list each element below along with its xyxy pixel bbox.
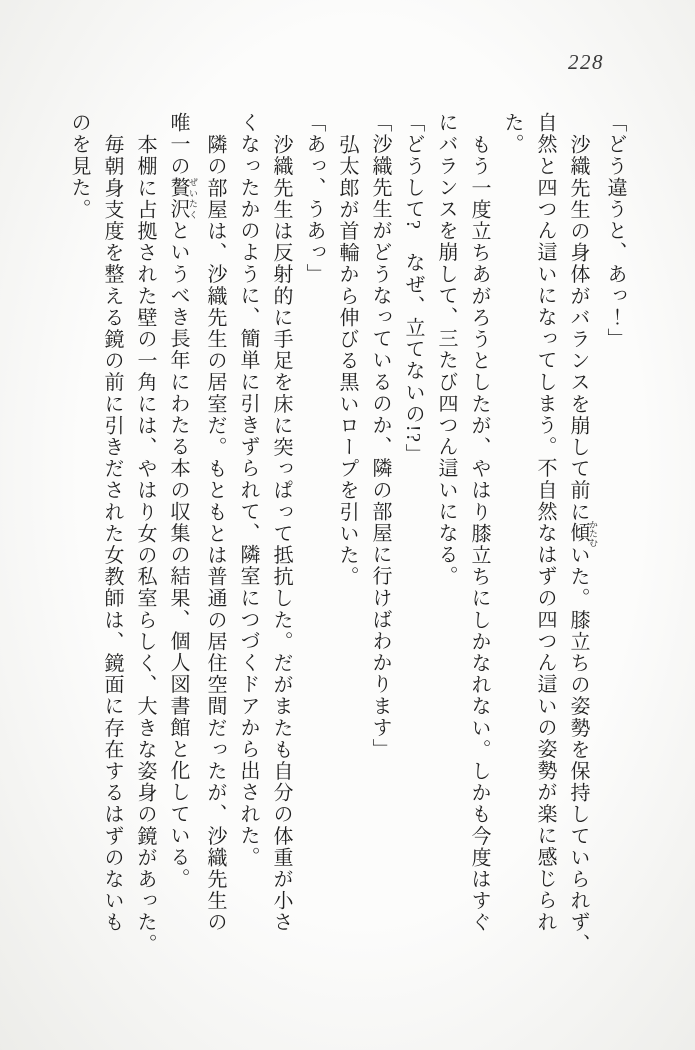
- text-line: 沙織先生は反射的に手足を床に突っぱって抵抗した。だがまたも自分の体重が小さ: [270, 133, 292, 933]
- text-line: にバランスを崩して、三たび四つん這いになる。: [435, 112, 457, 588]
- text-line: もう一度立ちあがろうとしたが、やはり膝立ちにしかなれない。しかも今度はすぐ: [468, 133, 490, 933]
- furigana-text: ぜいたく: [188, 176, 198, 220]
- furigana-ruby: 傾 かたむ: [567, 519, 598, 547]
- text-line: 「どう違うと、あっ！」: [604, 112, 626, 350]
- text-line: 弘太郎が首輪から伸びる黒いロープを引いた。: [336, 133, 358, 588]
- text-line: 隣の部屋は、沙織先生の居室だ。もともとは普通の居住空間だったが、沙織先生の: [204, 133, 226, 933]
- text-line: 「どうして? なぜ、立てないの!?」: [402, 112, 424, 466]
- furigana-text: かたむ: [588, 519, 598, 547]
- text-line: くなったかのように、簡単に引きずられて、隣室につづくドアから出された。: [237, 112, 259, 868]
- text-line: た。: [501, 112, 523, 156]
- text-line: 唯一の贅沢 ぜいたくというべき長年にわたる本の収集の結果、個人図書館と化している。: [167, 112, 198, 890]
- page-number: 228: [568, 50, 604, 74]
- text-line: 「沙織先生がどうなっているのか、隣の部屋に行けばわかります」: [369, 112, 391, 760]
- vertical-text-block: [62, 112, 631, 960]
- text-line: 本棚に占拠された壁の一角には、やはり女の私室らしく、大きな姿身の鏡があった。: [134, 133, 156, 955]
- text-line: 自然と四つん這いになってしまう。不自然なはずの四つん這いの姿勢が楽に感じられ: [534, 112, 556, 933]
- text-line: 沙織先生の身体がバランスを崩して前に傾 かたむいた。膝立ちの姿勢を保持していられず、: [567, 133, 598, 955]
- text-line: 毎朝身支度を整える鏡の前に引きだされた女教師は、鏡面に存在するはずのないも: [101, 133, 123, 933]
- furigana-ruby: 贅沢 ぜいたく: [167, 176, 198, 221]
- text-line: のを見た。: [68, 112, 90, 220]
- text-line: 「あっ、うあっ」: [303, 112, 325, 285]
